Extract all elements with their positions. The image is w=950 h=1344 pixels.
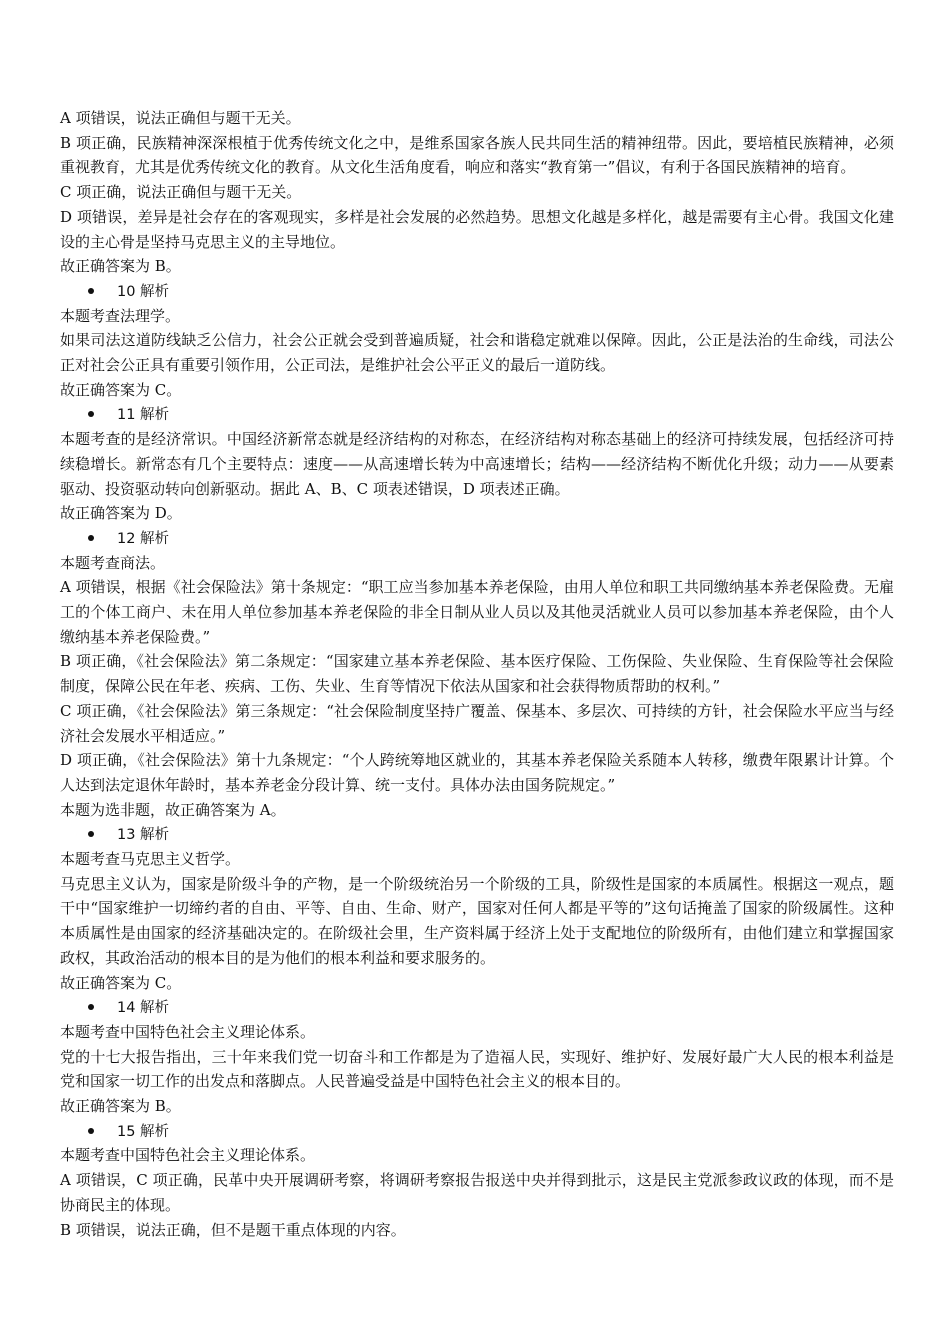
answer-14: 故正确答案为 B。 [60,1097,181,1116]
heading-label: 11 解析 [117,407,170,424]
topic-15: 本题考查中国特色社会主义理论体系。 [60,1146,316,1165]
bullet-dot-icon [88,831,94,837]
bullet-heading-14 [60,995,894,1020]
paragraph-15a: A 项错误，C 项正确，民革中央开展调研考察，将调研考察报告报送中央并得到批示，这是民主党派参政议政的体现，而不是协商民主的体现。 [60,1171,894,1214]
heading-label: 13 解析 [117,827,170,844]
answer-12: 本题为选非题，故正确答案为 A。 [60,800,286,819]
bullet-heading-13 [60,822,894,847]
heading-label: 10 解析 [117,283,170,300]
paragraph-12a: A 项错误，根据《社会保险法》第十条规定：“职工应当参加基本养老保险，由用人单位和职工共同缴纳基本养老保险费。无雇工的个体工商户、未在用人单位参加基本养老保险的非全日制从业人员以及其他灵活就业人员可以参加基本养老保险，由个人缴纳基本养老保险费。” [60,578,894,646]
paragraph-12c: C 项正确，《社会保险法》第三条规定：“社会保险制度坚持广覆盖、保基本、多层次、可持续的方针，社会保险水平应当与经济社会发展水平相适应。” [60,701,894,745]
paragraph-11: 本题考查的是经济常识。中国经济新常态就是经济结构的对称态，在经济结构对称态基础上的经济可持续发展，包括经济可持续稳增长。新常态有几个主要特点：速度——从高速增长转为中高速增长；结构——经济结构不断优化升级；动力——从要素驱动、投资驱动转向创新驱动。据此 A、B、C 项表述错误，D 项表述正确。 [60,430,894,498]
heading-label: 14 解析 [117,1000,170,1017]
answer-9: 故正确答案为 B。 [60,257,181,276]
answer-11: 故正确答案为 D。 [60,504,182,523]
paragraph-14: 党的十七大报告指出，三十年来我们党一切奋斗和工作都是为了造福人民，实现好、维护好、发展好最广大人民的根本利益是党和国家一切工作的出发点和落脚点。人民普遍受益是中国特色社会主义的根本目的。 [60,1047,894,1091]
document-body [60,106,894,1242]
paragraph-10: 如果司法这道防线缺乏公信力，社会公正就会受到普遍质疑，社会和谐稳定就难以保障。因此，公正是法治的生命线，司法公正对社会公正具有重要引领作用，公正司法，是维护社会公平正义的最后一道防线。 [60,331,894,375]
paragraph-9b: B 项正确，民族精神深深根植于优秀传统文化之中，是维系国家各族人民共同生活的精神纽带。因此，要培植民族精神，必须重视教育，尤其是优秀传统文化的教育。从文化生活角度看，响应和落实“教育第一”倡议，有利于各国民族精神的培育。 [60,133,894,177]
paragraph-12d: D 项正确，《社会保险法》第十九条规定：“个人跨统筹地区就业的，其基本养老保险关系随本人转移，缴费年限累计计算。个人达到法定退休年龄时，基本养老金分段计算、统一支付。具体办法由国务院规定。” [60,751,894,794]
bullet-dot-icon [88,1128,94,1134]
paragraph-12b: B 项正确，《社会保险法》第二条规定：“国家建立基本养老保险、基本医疗保险、工伤保险、失业保险、生育保险等社会保险制度，保障公民在年老、疾病、工伤、失业、生育等情况下依法从国家和社会获得物质帮助的权利。” [60,652,894,696]
answer-10: 故正确答案为 C。 [60,380,182,399]
paragraph-9a: A 项错误，说法正确但与题干无关。 [60,109,301,127]
bullet-dot-icon [88,1004,94,1010]
bullet-dot-icon [88,411,94,417]
bullet-heading-15 [60,1119,894,1144]
answer-13: 故正确答案为 C。 [60,973,182,992]
bullet-heading-11 [60,402,894,427]
bullet-dot-icon [88,288,94,294]
topic-12: 本题考查商法。 [60,553,166,572]
paragraph-9c: C 项正确，说法正确但与题干无关。 [60,183,302,202]
heading-label: 15 解析 [117,1123,170,1140]
paragraph-9d: D 项错误，差异是社会存在的客观现实，多样是社会发展的必然趋势。思想文化越是多样化，越是需要有主心骨。我国文化建设的主心骨是坚持马克思主义的主导地位。 [60,207,894,251]
heading-label: 12 解析 [117,530,170,547]
topic-13: 本题考查马克思主义哲学。 [60,850,241,869]
topic-10: 本题考查法理学。 [60,306,181,325]
paragraph-15b: B 项错误，说法正确，但不是题干重点体现的内容。 [60,1220,406,1239]
bullet-dot-icon [88,535,94,541]
paragraph-13: 马克思主义认为，国家是阶级斗争的产物，是一个阶级统治另一个阶级的工具，阶级性是国家的本质属性。根据这一观点，题干中“国家维护一切缔约者的自由、平等、自由、生命、财产，国家对任何人都是平等的”这句话掩盖了国家的阶级属性。这种本质属性是由国家的经济基础决定的。在阶级社会里，生产资料属于经济上处于支配地位的阶级所有，由他们建立和掌握国家政权，其政治活动的根本目的是为他们的根本利益和要求服务的。 [60,874,894,967]
bullet-heading-10 [60,279,894,304]
topic-14: 本题考查中国特色社会主义理论体系。 [60,1022,316,1041]
bullet-heading-12 [60,526,894,551]
